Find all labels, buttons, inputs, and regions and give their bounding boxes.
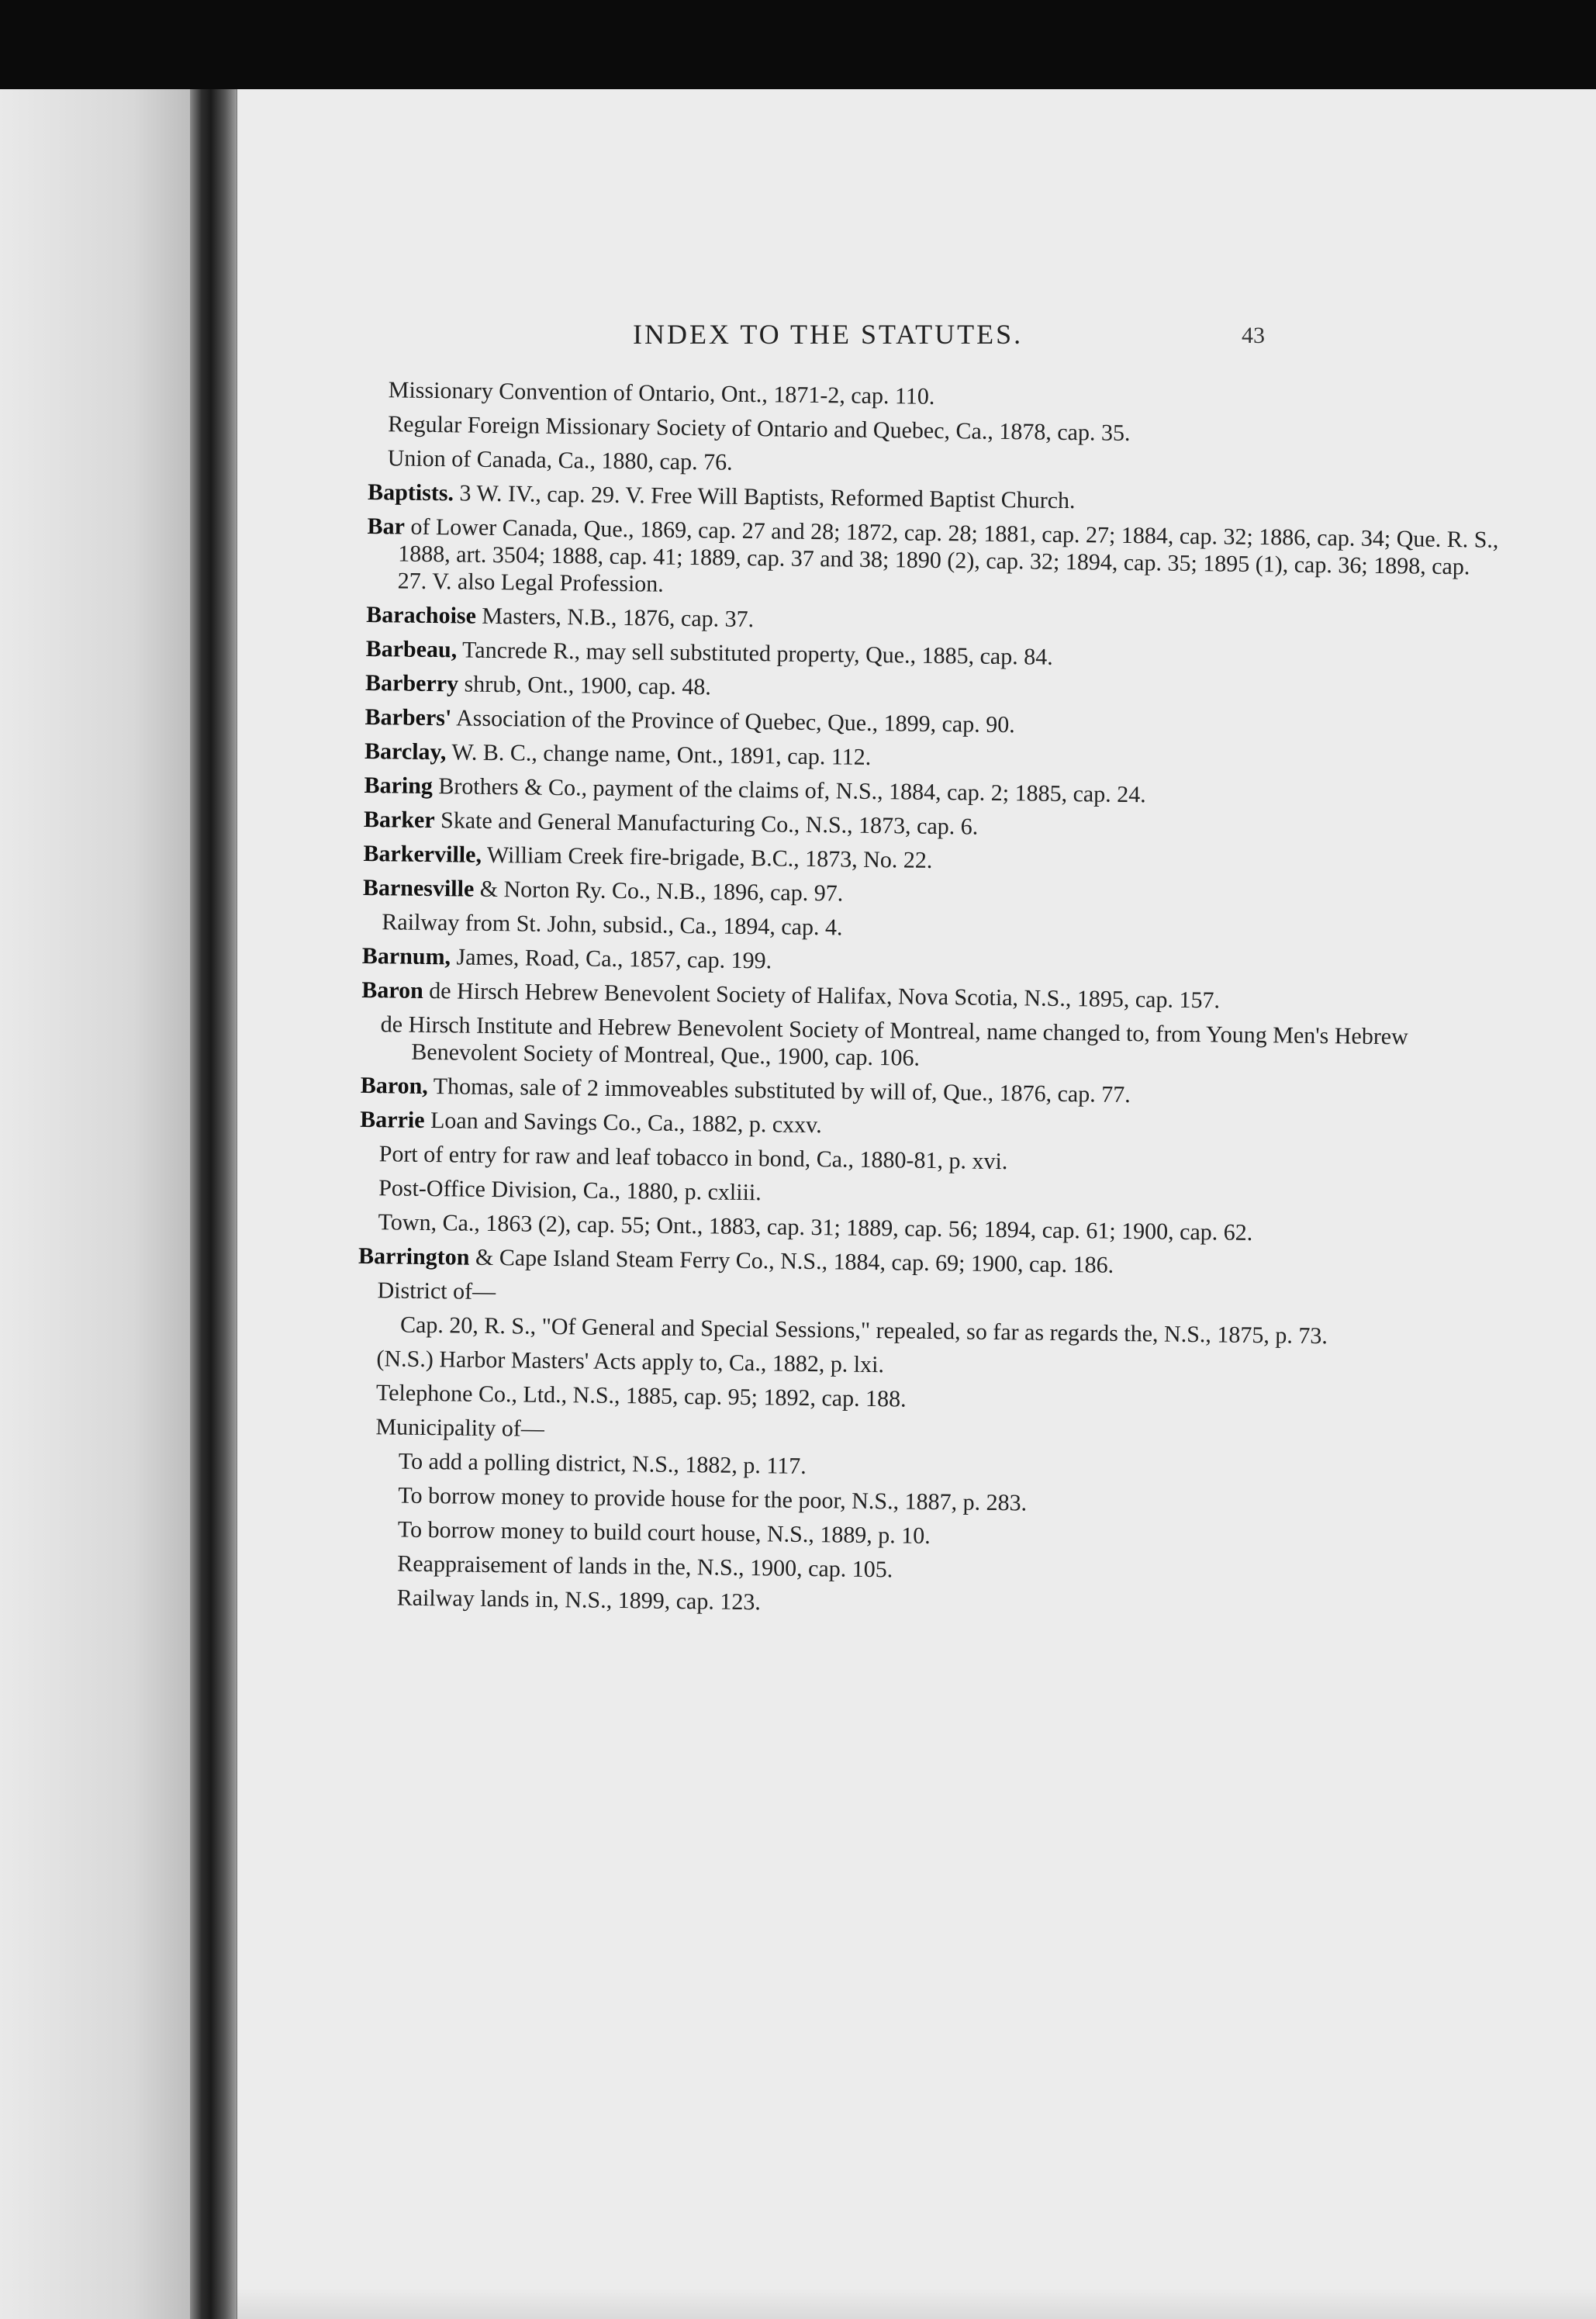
entry-heading: Barrington [358,1242,470,1270]
entry-heading: Barnesville [362,874,475,902]
running-header [237,318,1596,365]
entry-text: (N.S.) Harbor Masters' Acts apply to, Ca., 1882, p. lxi. [376,1346,885,1378]
index-subentry [375,1413,1488,1454]
index-entry [361,976,1494,1018]
entry-text: of Lower Canada, Que., 1869, cap. 27 and 28; 1872, cap. 28; 1881, cap. 27; 1884, cap. 32; 1886, cap. 34; Que. R. S., 1888, art. 3504; 1888, cap. 41; 1889, cap. 37 and 38; 1890 (2), cap. 32; 1894, cap. 35; 1895 (1), cap. 36; 1898, cap. 27. V. also Legal Profession. [397,513,1499,597]
index-subentry [380,1011,1494,1079]
entry-text: Port of entry for raw and leaf tobacco in bond, Ca., 1880-81, p. xvi. [378,1141,1008,1175]
entry-heading: Barrie [360,1106,425,1133]
entry-heading: Barbers' [364,703,452,731]
index-entry [368,479,1500,520]
entry-text: Missionary Convention of Ontario, Ont., 1871-2, cap. 110. [388,377,935,410]
index-entry [367,513,1500,608]
entry-text: To borrow money to build court house, N.S., 1889, p. 10. [397,1516,931,1549]
entry-text: District of— [377,1277,496,1305]
book-gutter [190,89,237,2319]
entry-heading: Barclay, [364,738,447,766]
entry-text: W. B. C., change name, Ont., 1891, cap. 112. [446,739,872,770]
index-subentry [398,1482,1487,1522]
index-subentry [376,1345,1489,1386]
entry-text: Reappraisement of lands in the, N.S., 1900, cap. 105. [397,1550,893,1583]
index-entries [354,376,1501,1632]
entry-text: Regular Foreign Missionary Society of Ontario and Quebec, Ca., 1878, cap. 35. [388,411,1131,446]
entry-text: Tancrede R., may sell substituted property, Que., 1885, cap. 84. [457,637,1053,670]
page-title: INDEX TO THE STATUTES. [633,319,1024,350]
entry-text: Thomas, sale of 2 immoveables substituted by will of, Que., 1876, cap. 77. [427,1073,1131,1108]
index-subentry [399,1448,1488,1488]
index-entry [366,601,1498,642]
index-entry [364,772,1496,813]
facing-page-edge [0,89,190,2319]
entry-text: & Norton Ry. Co., N.B., 1896, cap. 97. [474,876,844,907]
entry-text: Town, Ca., 1863 (2), cap. 55; Ont., 1883, cap. 31; 1889, cap. 56; 1894, cap. 61; 1900, cap. 62. [378,1209,1253,1246]
entry-heading: Baptists. [367,479,454,506]
entry-text: 3 W. IV., cap. 29. V. Free Will Baptists, Reformed Baptist Church. [453,480,1076,514]
index-entry [365,635,1498,676]
entry-heading: Barker [363,806,435,834]
entry-heading: Baring [364,772,434,800]
entry-text: Loan and Savings Co., Ca., 1882, p. cxxv. [424,1107,822,1139]
index-subentry [389,376,1501,417]
index-entry [364,738,1497,779]
entry-heading: Baron [361,976,423,1004]
index-entry [365,669,1498,710]
entry-heading: Baron, [360,1072,428,1099]
index-page [237,89,1596,2319]
entry-text: William Creek fire-brigade, B.C., 1873, No. 22. [481,842,933,873]
index-subentry [400,1312,1490,1352]
index-subentry [379,1140,1492,1181]
entry-text: shrub, Ont., 1900, cap. 48. [458,671,712,700]
index-entry [361,1072,1493,1113]
entry-text: James, Road, Ca., 1857, cap. 199. [450,944,772,974]
entry-text: Railway lands in, N.S., 1899, cap. 123. [396,1585,762,1616]
index-subentry [387,444,1500,486]
entry-text: & Cape Island Steam Ferry Co., N.S., 1884, cap. 69; 1900, cap. 186. [469,1244,1114,1278]
entry-text: Municipality of— [375,1414,545,1442]
index-subentry [378,1174,1491,1215]
entry-text: Association of the Province of Quebec, Que., 1899, cap. 90. [451,705,1015,738]
index-subentry [376,1379,1489,1420]
entry-text: To add a polling district, N.S., 1882, p. 117. [398,1448,807,1479]
entry-text: Brothers & Co., payment of the claims of, N.S., 1884, cap. 2; 1885, cap. 24. [432,773,1146,808]
index-subentry [397,1550,1487,1591]
page-number: 43 [1242,323,1265,348]
entry-text: Cap. 20, R. S., "Of General and Special Sessions," repealed, so far as regards the, N.S., 1875, p. 73. [399,1312,1328,1350]
entry-text: Post-Office Division, Ca., 1880, p. cxliii. [378,1175,762,1206]
entry-heading: Barberry [364,669,459,697]
entry-heading: Barnum, [361,942,451,970]
entry-text: Telephone Co., Ltd., N.S., 1885, cap. 95; 1892, cap. 188. [375,1380,907,1412]
entry-text: Skate and General Manufacturing Co., N.S., 1873, cap. 6. [434,807,979,840]
index-subentry [388,410,1501,451]
index-entry [364,703,1497,745]
index-subentry [382,908,1494,949]
index-subentry [397,1585,1487,1625]
index-entry [363,874,1495,915]
entry-heading: Barkerville, [363,840,482,868]
entry-heading: Barachoise [366,601,477,629]
index-entry [363,840,1495,881]
index-entry [362,942,1494,983]
index-subentry [378,1208,1491,1249]
entry-text: To borrow money to provide house for the poor, N.S., 1887, p. 283. [398,1482,1028,1516]
index-subentry [377,1277,1490,1318]
entry-text: de Hirsch Hebrew Benevolent Society of Halifax, Nova Scotia, N.S., 1895, cap. 157. [423,977,1221,1014]
index-entry [358,1242,1491,1284]
index-entry [360,1106,1492,1147]
page-shadow [237,2288,1596,2319]
entry-text: Railway from St. John, subsid., Ca., 1894, cap. 4. [382,909,843,941]
entry-heading: Bar [367,513,406,540]
entry-text: de Hirsch Institute and Hebrew Benevolent Society of Montreal, name changed to, from Young Men's Hebrew Benevolent Society of Montreal, Que., 1900, cap. 106. [380,1011,1408,1071]
entry-text: Masters, N.B., 1876, cap. 37. [475,603,755,633]
entry-heading: Barbeau, [365,635,458,663]
index-entry [364,806,1496,847]
entry-text: Union of Canada, Ca., 1880, cap. 76. [387,445,733,475]
index-subentry [398,1516,1487,1557]
